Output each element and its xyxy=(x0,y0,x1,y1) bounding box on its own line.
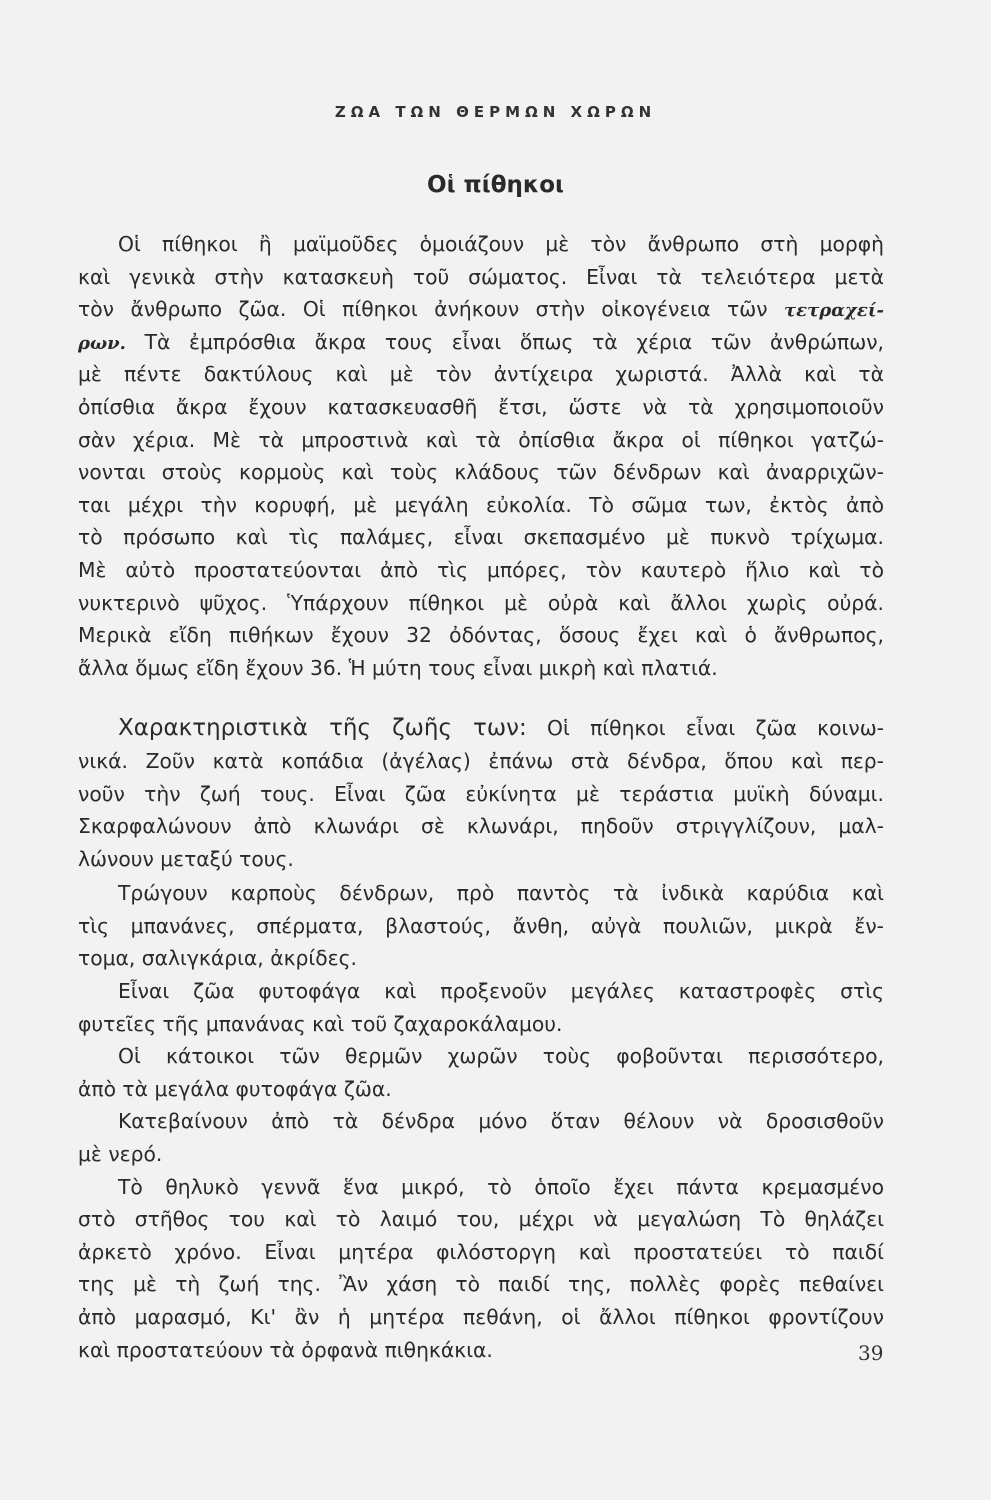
text-line xyxy=(78,326,884,359)
text-line: νονται στοὺς κορμοὺς καὶ τοὺς κλάδους τῶν δένδρων καὶ ἀναρριχῶν- xyxy=(78,460,884,485)
text-line: ἀρκετὸ χρόνο. Εἶναι μητέρα φιλόστοργη καὶ προστατεύει τὸ παιδί xyxy=(78,1239,884,1264)
text-line: στὸ στῆθος του καὶ τὸ λαιμό του, μέχρι νὰ μεγαλώση Τὸ θηλάζει xyxy=(78,1207,884,1232)
text-line: ὀπίσθια ἄκρα ἔχουν κατασκευασθῆ ἔτσι, ὥστε νὰ τὰ χρησιμοποιοῦν xyxy=(78,394,884,419)
text-line: της μὲ τὴ ζωή της. Ἂν χάση τὸ παιδί της, πολλὲς φορὲς πεθαίνει xyxy=(78,1272,884,1297)
text-segment: Τὰ ἐμπρόσθια ἄκρα τους εἶναι ὅπως τὰ χέρια τῶν ἀνθρώπων, xyxy=(125,329,884,354)
text-line xyxy=(78,293,884,326)
text-line: τὸ πρόσωπο καὶ τὶς παλάμες, εἶναι σκεπασμένο μὲ πυκνὸ τρίχωμα. xyxy=(78,525,884,550)
text-line: ἄλλα ὅμως εἴδη ἔχουν 36. Ἡ μύτη τους εἶναι μικρὴ καὶ πλατιά. xyxy=(78,655,718,680)
emphasized-term: ρων. xyxy=(78,332,126,354)
page-number: 39 xyxy=(858,1341,884,1365)
paragraph-gap xyxy=(78,684,884,712)
text-line: ται μέχρι τὴν κορυφή, μὲ μεγάλη εὐκολία. Τὸ σῶμα των, ἐκτὸς ἀπὸ xyxy=(78,492,884,517)
text-segment: τὸν ἄνθρωπο ζῶα. Οἱ πίθηκοι ἀνήκουν στὴν οἰκογένεια τῶν xyxy=(78,297,768,322)
text-line xyxy=(78,712,884,745)
text-line: Μὲ αὐτὸ προστατεύονται ἀπὸ τὶς μπόρες, τὸν καυτερὸ ἥλιο καὶ τὸ xyxy=(78,557,884,582)
text-line: καὶ γενικὰ στὴν κατασκευὴ τοῦ σώματος. Εἶναι τὰ τελειότερα μετὰ xyxy=(78,264,884,289)
emphasized-term: τετραχεί- xyxy=(784,300,884,322)
running-head: ΖΩΑ ΤΩΝ ΘΕΡΜΩΝ ΧΩΡΩΝ xyxy=(334,103,657,121)
text-line: Οἱ κάτοικοι τῶν θερμῶν χωρῶν τοὺς φοβοῦνται περισσότερο, xyxy=(118,1044,884,1069)
text-line: νοῦν τὴν ζωή τους. Εἶναι ζῶα εὐκίνητα μὲ τεράστια μυϊκὴ δύναμι. xyxy=(78,781,884,806)
section-heading: Χαρακτηριστικὰ τῆς ζωῆς των: xyxy=(118,715,527,742)
text-line: λώνουν μεταξύ τους. xyxy=(78,846,294,871)
text-segment: Οἱ πίθηκοι εἶναι ζῶα κοινω- xyxy=(547,716,884,741)
text-line: μὲ νερό. xyxy=(78,1142,163,1167)
text-line: τομα, σαλιγκάρια, ἀκρίδες. xyxy=(78,946,357,971)
text-line: νυκτερινὸ ψῦχος. Ὑπάρχουν πίθηκοι μὲ οὐρὰ καὶ ἄλλοι χωρὶς οὐρά. xyxy=(78,590,884,615)
text-line: Μερικὰ εἴδη πιθήκων ἔχουν 32 ὀδόντας, ὅσους ἔχει καὶ ὁ ἄνθρωπος, xyxy=(78,623,884,648)
text-line: Κατεβαίνουν ἀπὸ τὰ δένδρα μόνο ὅταν θέλουν νὰ δροσισθοῦν xyxy=(118,1109,884,1134)
body-text xyxy=(78,228,884,1366)
text-line: Τὸ θηλυκὸ γεννᾶ ἕνα μικρό, τὸ ὁποῖο ἔχει πάντα κρεμασμένο xyxy=(118,1174,884,1199)
chapter-title: Οἱ πίθηκοι xyxy=(427,172,564,198)
text-line: Οἱ πίθηκοι ἢ μαϊμοῦδες ὁμοιάζουν μὲ τὸν ἄνθρωπο στὴ μορφὴ xyxy=(118,232,884,256)
text-line: μὲ πέντε δακτύλους καὶ μὲ τὸν ἀντίχειρα χωριστά. Ἀλλὰ καὶ τὰ xyxy=(78,362,884,387)
text-line: ἀπὸ τὰ μεγάλα φυτοφάγα ζῶα. xyxy=(78,1076,392,1101)
text-line: τὶς μπανάνες, σπέρματα, βλαστούς, ἄνθη, αὐγὰ πουλιῶν, μικρὰ ἔν- xyxy=(78,913,884,938)
text-line: Εἶναι ζῶα φυτοφάγα καὶ προξενοῦν μεγάλες καταστροφὲς στὶς xyxy=(118,979,884,1004)
text-line: φυτεῖες τῆς μπανάνας καὶ τοῦ ζαχαροκάλαμου. xyxy=(78,1011,563,1036)
text-line: Τρώγουν καρποὺς δένδρων, πρὸ παντὸς τὰ ἰνδικὰ καρύδια καὶ xyxy=(118,881,884,906)
text-line: Σκαρφαλώνουν ἀπὸ κλωνάρι σὲ κλωνάρι, πηδοῦν στριγγλίζουν, μαλ- xyxy=(78,814,884,839)
text-line: καὶ προστατεύουν τὰ ὀρφανὰ πιθηκάκια. xyxy=(78,1337,493,1362)
text-line: σὰν χέρια. Μὲ τὰ μπροστινὰ καὶ τὰ ὀπίσθια ἄκρα οἱ πίθηκοι γατζώ- xyxy=(78,427,884,452)
text-line: νικά. Ζοῦν κατὰ κοπάδια (ἀγέλας) ἐπάνω στὰ δένδρα, ὅπου καὶ περ- xyxy=(78,748,884,773)
text-line: ἀπὸ μαρασμό, Κι' ἂν ἡ μητέρα πεθάνη, οἱ ἄλλοι πίθηκοι φροντίζουν xyxy=(78,1305,884,1329)
